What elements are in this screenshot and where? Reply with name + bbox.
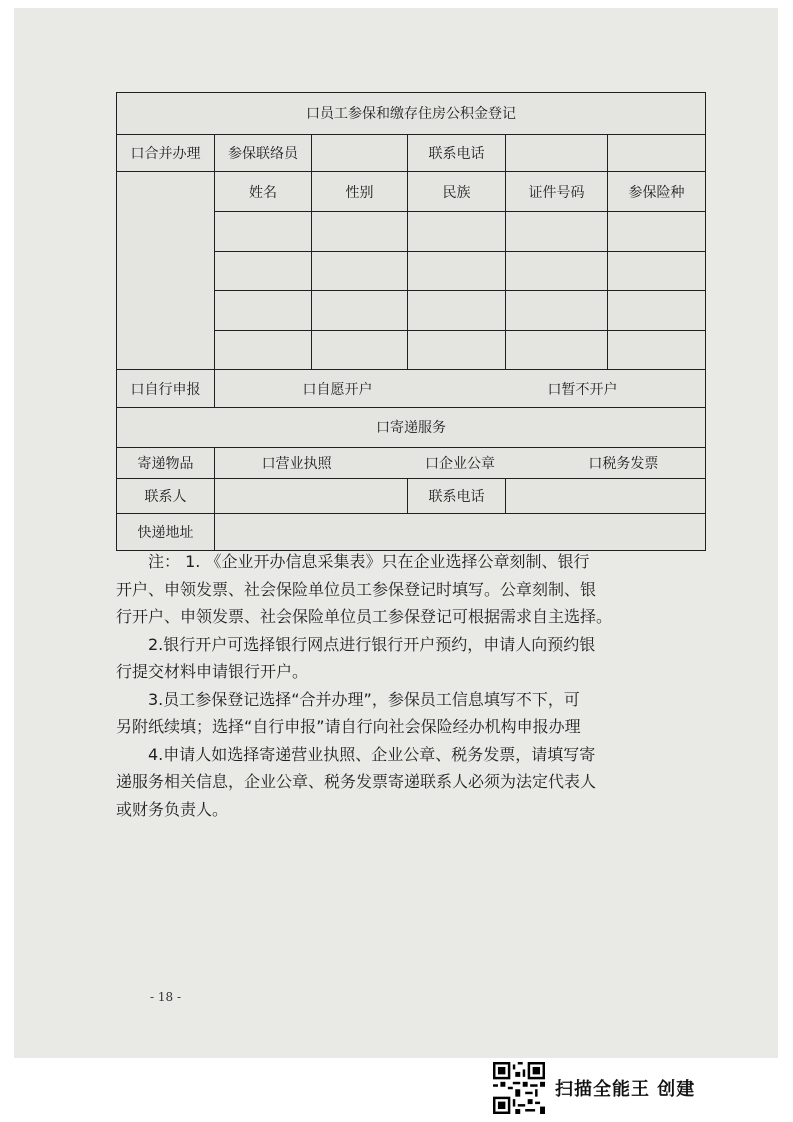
table-cell[interactable]	[408, 211, 506, 251]
note-4-line-2: 递服务相关信息，企业公章、税务发票寄递联系人必须为法定代表人	[116, 772, 597, 791]
recipient-phone-label: 联系电话	[408, 478, 506, 513]
merge-side-cell	[117, 172, 215, 370]
address-value[interactable]	[215, 514, 706, 551]
mail-items-label: 寄递物品	[117, 447, 215, 478]
table-cell[interactable]	[215, 291, 312, 331]
column-header-ethnicity: 民族	[408, 172, 506, 212]
mail-item-business-license[interactable]: 口营业执照	[261, 455, 332, 472]
table-cell[interactable]	[506, 330, 608, 370]
contact-person-value[interactable]	[312, 134, 408, 172]
scanner-watermark	[493, 1060, 695, 1116]
column-header-id-number: 证件号码	[506, 172, 608, 212]
table-cell[interactable]	[408, 291, 506, 331]
table-cell[interactable]	[215, 211, 312, 251]
table-cell[interactable]	[312, 251, 408, 291]
table-cell[interactable]	[506, 291, 608, 331]
merge-option: 口合并办理	[117, 134, 215, 172]
table-cell[interactable]	[215, 330, 312, 370]
note-4-line-3: 或财务负责人。	[116, 799, 229, 819]
note-1-line-2: 开户、申领发票、社会保险单位员工参保登记时填写。公章刻制、银	[116, 579, 597, 599]
column-header-insurance-type: 参保险种	[608, 172, 706, 212]
mail-item-tax-invoice[interactable]: 口税务发票	[588, 455, 659, 472]
registration-form-table	[116, 92, 706, 551]
account-options	[215, 370, 706, 408]
table-cell[interactable]	[608, 291, 706, 331]
column-header-name: 姓名	[215, 172, 312, 212]
qr-code-icon	[493, 1062, 545, 1114]
contact-phone-extra[interactable]	[608, 134, 706, 172]
note-2-line-2: 行提交材料申请银行开户。	[116, 662, 309, 681]
recipient-value[interactable]	[215, 478, 408, 513]
table-cell[interactable]	[312, 291, 408, 331]
table-cell[interactable]	[312, 211, 408, 251]
recipient-phone-value[interactable]	[506, 478, 706, 513]
note-3-line-1: 3.员工参保登记选择“合并办理”，参保员工信息填写不下，可	[148, 689, 580, 709]
table-cell[interactable]	[608, 251, 706, 291]
scanner-credit: 扫描全能王 创建	[555, 1079, 696, 1100]
table-cell[interactable]	[215, 251, 312, 291]
notes-section	[116, 548, 686, 823]
column-header-gender: 性别	[312, 172, 408, 212]
mail-item-company-seal[interactable]: 口企业公章	[425, 455, 496, 472]
table-cell[interactable]	[608, 211, 706, 251]
table-cell[interactable]	[312, 330, 408, 370]
voluntary-open-option[interactable]: 口自愿开户	[302, 381, 373, 398]
contact-phone-value[interactable]	[506, 134, 608, 172]
mail-items	[215, 447, 706, 478]
note-3-line-2: 另附纸续填；选择“自行申报”请自行向社会保险经办机构申报办理	[116, 717, 581, 736]
contact-phone-label: 联系电话	[408, 134, 506, 172]
table-cell[interactable]	[506, 251, 608, 291]
table-cell[interactable]	[408, 330, 506, 370]
note-2-line-1: 2.银行开户可选择银行网点进行银行开户预约，申请人向预约银	[148, 634, 596, 654]
address-label: 快递地址	[117, 514, 215, 551]
note-1-line-3: 行开户、申领发票、社会保险单位员工参保登记可根据需求自主选择。	[116, 607, 613, 626]
note-1-line-1: 注： 1. 《企业开办信息采集表》只在企业选择公章刻制、银行	[148, 552, 590, 571]
not-open-option[interactable]: 口暂不开户	[547, 381, 618, 398]
contact-person-label: 参保联络员	[215, 134, 312, 172]
table-cell[interactable]	[506, 211, 608, 251]
table-cell[interactable]	[408, 251, 506, 291]
recipient-label: 联系人	[117, 478, 215, 513]
self-report-option[interactable]: 口自行申报	[117, 370, 215, 408]
table-cell[interactable]	[608, 330, 706, 370]
mail-service-option[interactable]: 口寄递服务	[117, 408, 706, 448]
page-number: - 18 -	[150, 990, 182, 1004]
form-title: 口员工参保和缴存住房公积金登记	[117, 93, 706, 135]
note-4-line-1: 4.申请人如选择寄递营业执照、企业公章、税务发票，请填写寄	[148, 744, 596, 764]
